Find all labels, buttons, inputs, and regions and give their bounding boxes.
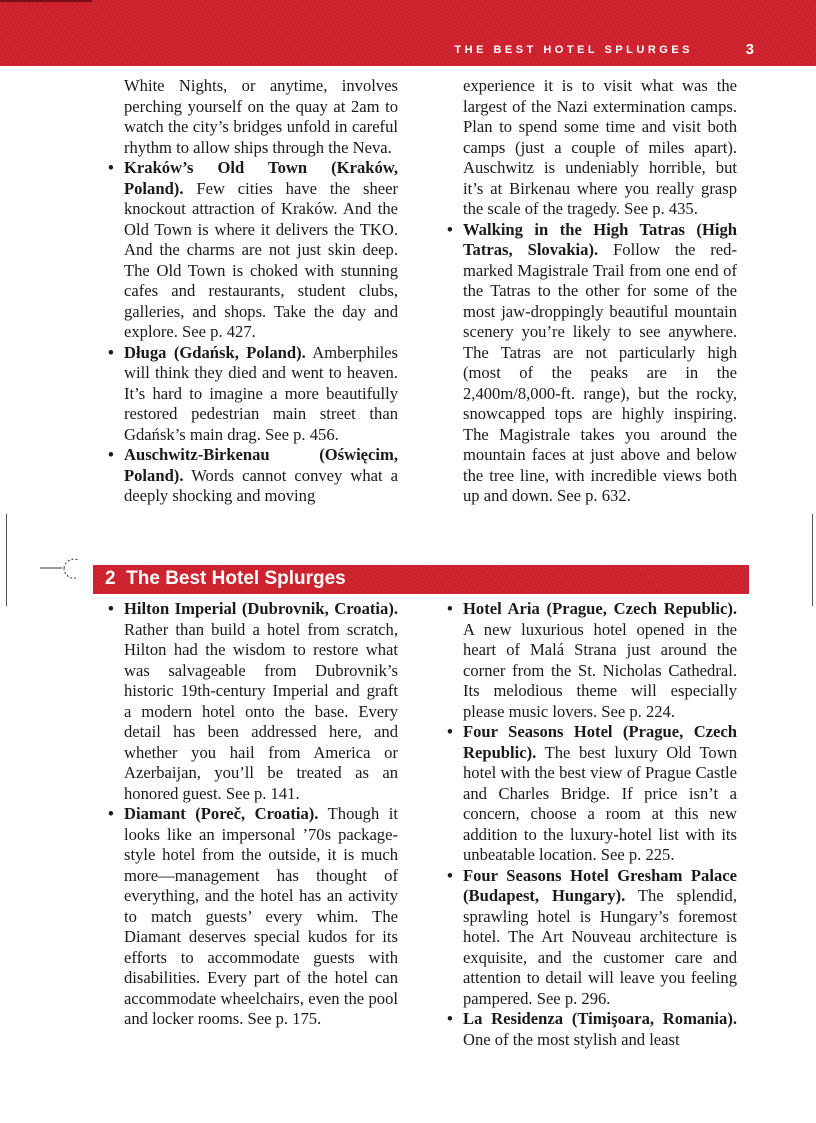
item-title: Diamant (Poreč, Croatia). [124,804,319,823]
header-tab-mark [0,0,92,2]
list-item [108,343,398,446]
list-item [447,599,737,722]
item-title: Hotel Aria (Prague, Czech Republic). [463,599,737,618]
item-body: Few cities have the sheer knockout attraction of Kraków. And the Old Town is where it delivers the TKO. And the charms are not just skin deep. The Old Town is choked with stunning cafes and restaurants, student clubs, galleries, and shops. Take the day and explore. See p. 427. [124,178,399,341]
item-body: Words cannot convey what a deeply shocking and moving [124,465,398,505]
item-body: Follow the red-marked Magistrale Trail from one end of the Tatras to the other for some of the most jaw-droppingly beautiful mountain scenery you’re likely to see anywhere. The Tatras are not particularly high (most of the peaks are in the 2,400m/8,000-ft. range), but the rocky, snowcapped tops are highly inspiring. The Magistrale takes you around the mountain faces at just above and below the tree line, with incredible views both up and down. See p. 632. [463,240,737,505]
attractions-list [447,220,737,507]
item-body: The splendid, sprawling hotel is Hungary’s foremost hotel. The Art Nouveau architecture is exquisite, and the customer care and attention to detail will leave you feeling pampered. See p. 296. [463,886,737,1008]
list-item [108,445,398,507]
running-head: THE BEST HOTEL SPLURGES [454,44,693,56]
crop-rule [812,514,813,606]
item-title: Długa (Gdańsk, Poland). [124,342,306,362]
item-body: A new luxurious hotel opened in the heart of Malá Strana just around the corner from the St. Nicholas Cathedral. Its melodious theme will especially please music lovers. See p. 224. [463,619,737,721]
item-title: La Residenza (Timişoara, Romania). [463,1009,737,1028]
list-item [447,722,737,866]
item-body: The best luxury Old Town hotel with the best view of Prague Castle and Charles Bridge. If price isn’t a concern, choose a room at this new addition to the luxury-hotel list with its unbeatable location. See p. 225. [463,742,737,864]
item-title: Hilton Imperial (Dubrovnik, Croatia). [124,599,398,618]
list-item [108,599,398,804]
header-band [0,0,816,66]
list-item [447,220,737,507]
item-body: One of the most stylish and least [463,1029,680,1049]
section-number: 2 [105,568,116,589]
list-item [447,866,737,1010]
list-item [108,804,398,1030]
item-title: Walking in the High Tatras (High Tatras, Slovakia). [463,219,737,259]
item-body: Rather than build a hotel from scratch, Hilton had the wisdom to restore what was salvageable from Dubrovnik’s historic 19th-century Imperial and graft a modern hotel onto the base. Every detail has been addressed here, and whether you hail from America or Azerbaijan, you’ll be treated as an honored guest. See p. 141. [124,619,398,803]
item-title: Four Seasons Hotel Gresham Palace (Budapest, Hungary). [463,865,737,905]
registration-mark-icon [40,556,96,590]
section-title: The Best Hotel Splurges [126,568,346,589]
list-item [447,1009,737,1050]
page-number: 3 [745,41,754,58]
item-title: Auschwitz-Birkenau (Oświęcim, Poland). [124,445,398,485]
top-left-column [108,76,398,507]
item-body: Though it looks like an impersonal ’70s package-style hotel from the outside, it is much more—management has thought of everything, and the hotel has an activity to match guests’ every whim. The Diamant deserves special kudos for its efforts to accommodate guests with disabilities. Every part of the hotel can accommodate wheelchairs, even the pool and locker rooms. See p. 175. [124,804,399,1028]
crop-rule [6,514,7,606]
hotels-list [447,599,737,1050]
bottom-left-column [108,599,398,1030]
continued-paragraph: White Nights, or anytime, involves perching yourself on the quay at 2am to watch the city’s bridges unfold in careful rhythm to allow ships through the Neva. [124,76,398,157]
item-title: Four Seasons Hotel (Prague, Czech Republic). [463,722,737,762]
top-right-column [447,76,737,507]
list-item [108,158,398,343]
continued-paragraph: experience it is to visit what was the largest of the Nazi extermination camps. Plan to spend some time and visit both camps (just a couple of miles apart). Auschwitz is undeniably horrible, but it’s at Birkenau where you really grasp the scale of the tragedy. See p. 435. [463,76,737,218]
item-body: Amberphiles will think they died and went to heaven. It’s hard to imagine a more beautifully restored pedestrian main street than Gdańsk’s main drag. See p. 456. [124,342,398,444]
section-heading-band [93,565,749,594]
item-title: Kraków’s Old Town (Kraków, Poland). [124,158,398,198]
attractions-list [108,158,398,507]
bottom-right-column [447,599,737,1050]
hotels-list [108,599,398,1030]
section-heading [105,568,346,590]
